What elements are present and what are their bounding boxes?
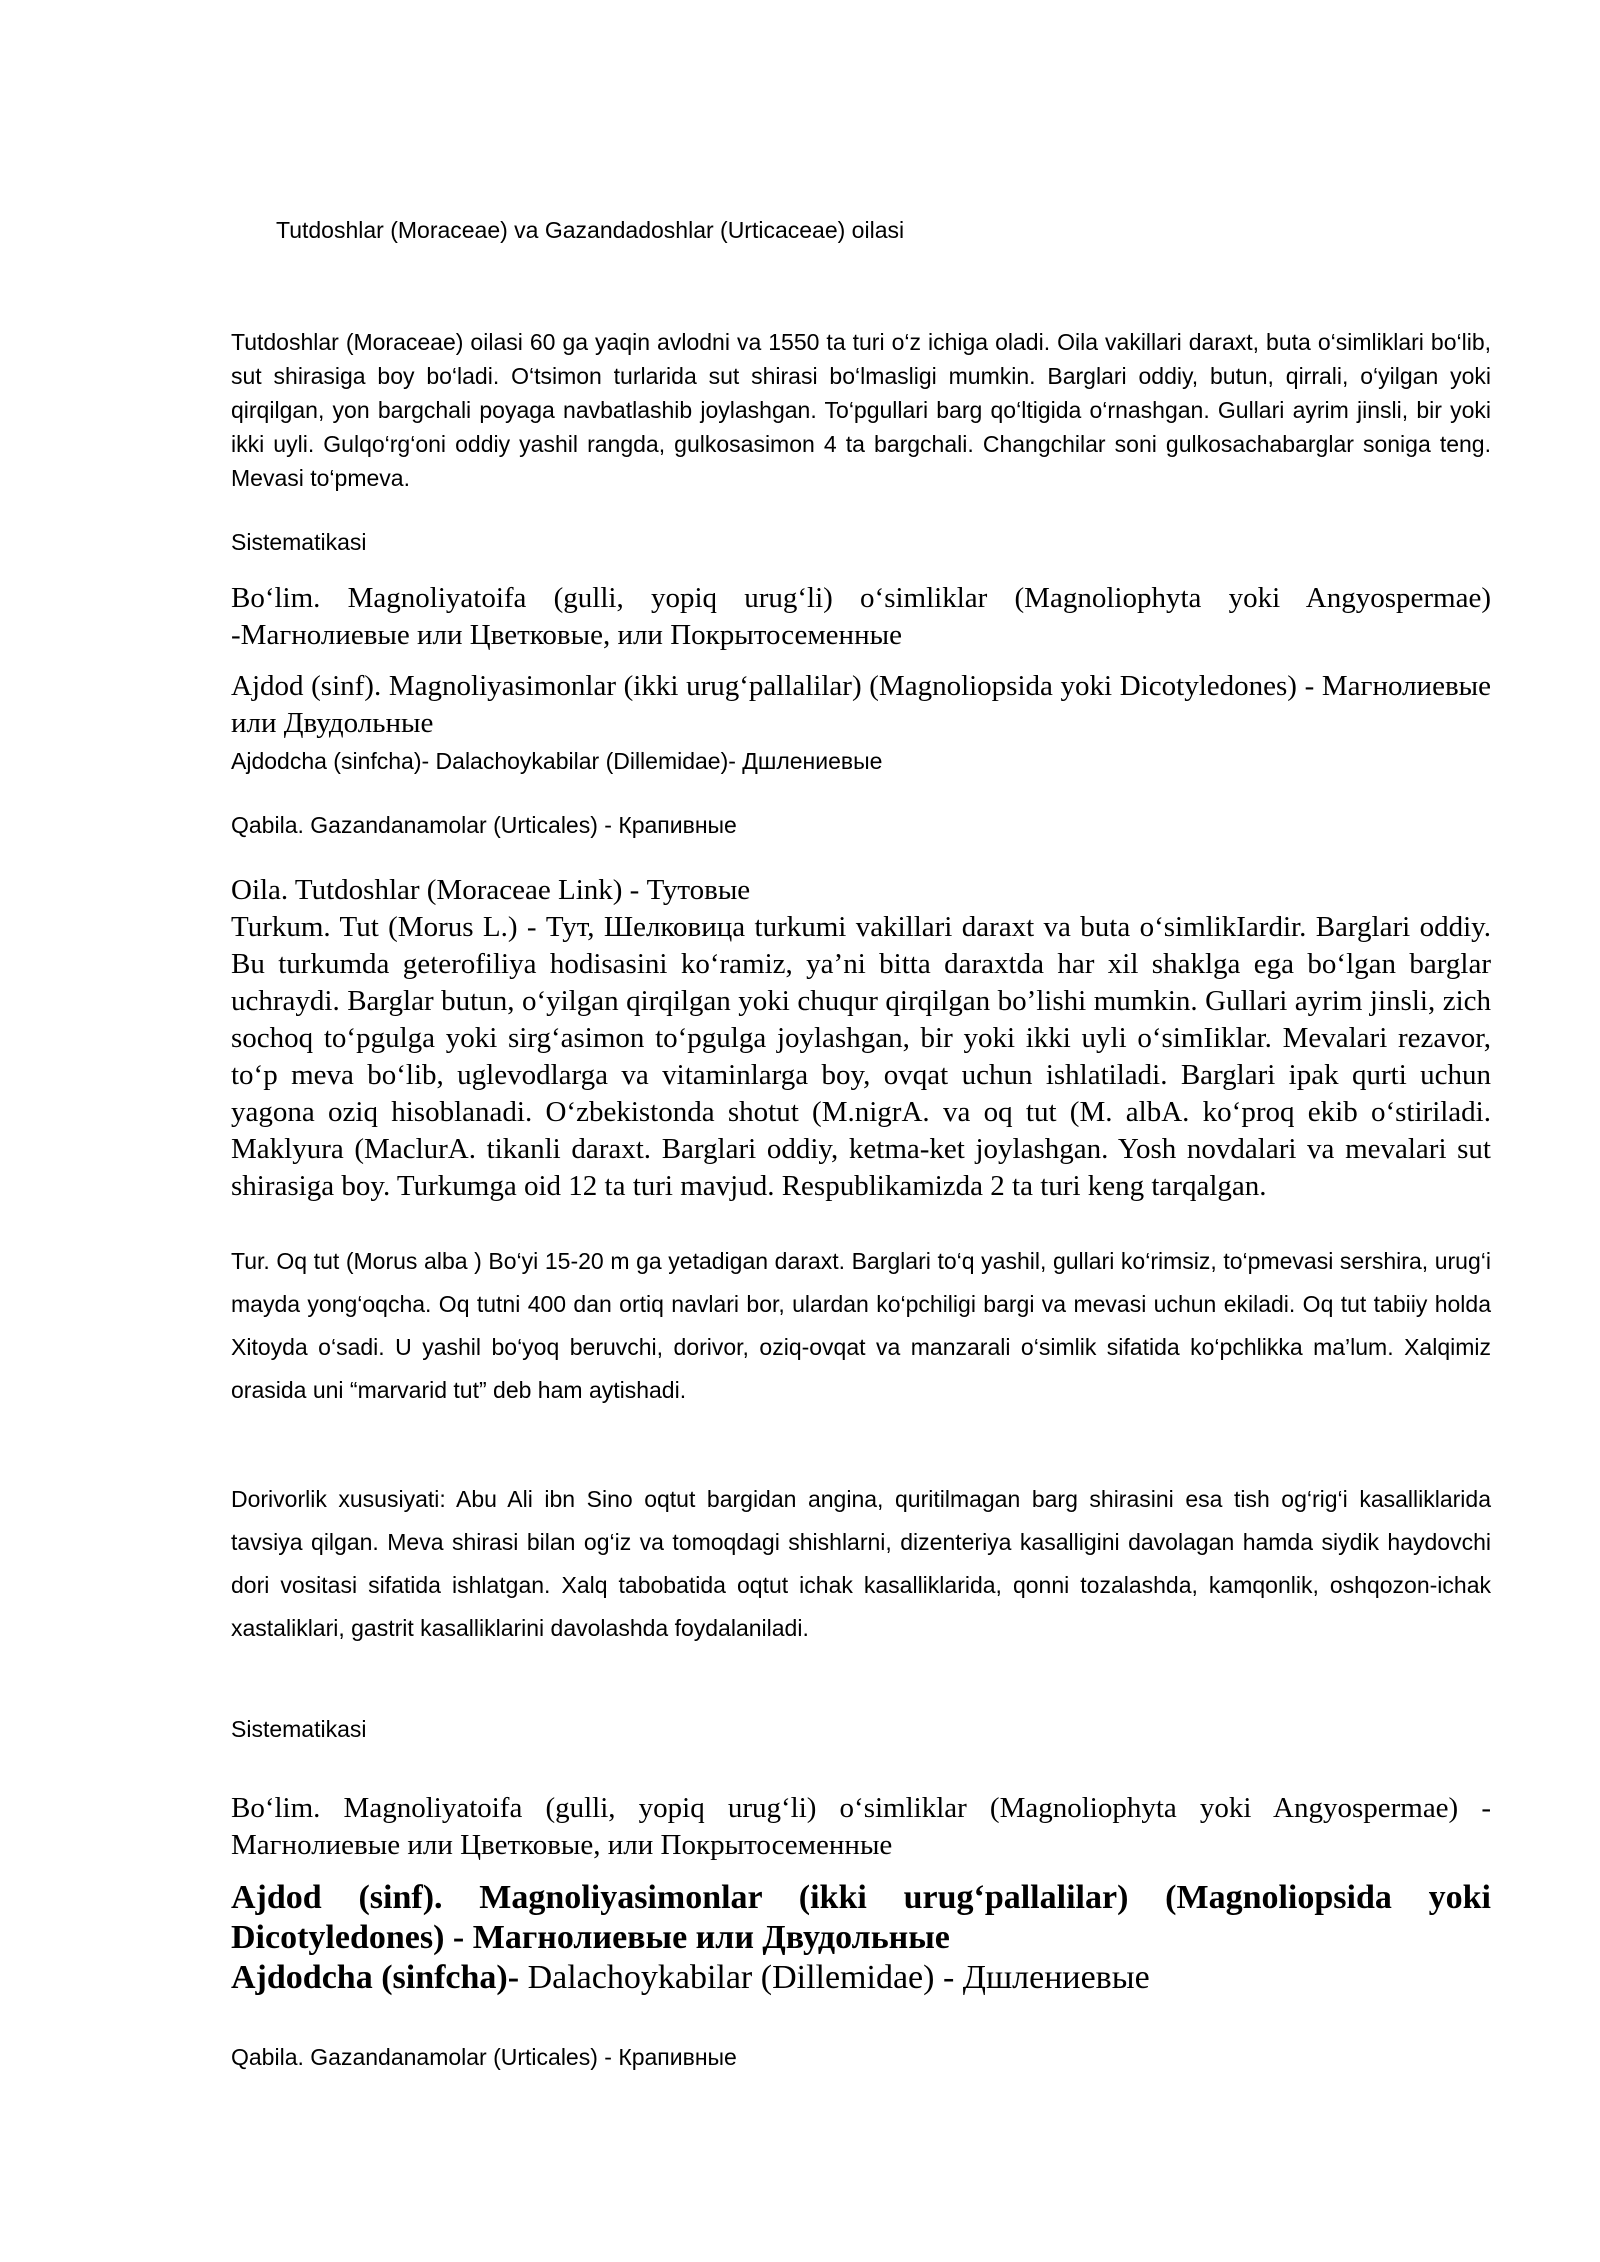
family-line: Oila. Tutdoshlar (Moraceae Link) - Тутовые [231,874,751,906]
genus-paragraph: Turkum. Tut (Morus L.) - Тут, Шелковица turkumi vakillari daraxt va buta o‘simlikIardir. Barglari oddiy. Bu turkumda geterofiliya hodisasini ko‘ramiz, ya’ni bitta daraxtda har xil shaklga ega bo‘lgan barglar uchraydi. Barglar butun, o‘yilgan qirqilgan yoki chuqur qirqilgan bo’lishi mumkin. Gullari ayrim jinsli, zich sochoq to‘pgulga yoki sirg‘asimon to‘pgulga joylashgan, bir yoki ikki uyli o‘simIiklar. Mevalari rezavor, to‘p meva bo‘lib, uglevodlarga va vitaminlarga boy, ovqat uchun ishlatiladi. Barglari ipak qurti uchun yagona oziq hisoblanadi. O‘zbekistonda shotut (M.nigrA. va oq tut (M. albA. ko‘proq ekib o‘stiriladi. Maklyura (MaclurA. tikanli daraxt. Barglari oddiy, ketma-ket joylashgan. Yosh novdalari va mevalari sut shirasiga boy. Turkumga oid 12 ta turi mavjud. Respublikamizda 2 ta turi keng tarqalgan. [231,911,1491,1202]
species-paragraph: Tur. Oq tut (Morus alba ) Bo‘yi 15-20 m ga yetadigan daraxt. Barglari to‘q yashil, gullari ko‘rimsiz, to‘pmevasi sershira, urug‘i mayda yong‘oqcha. Oq tutni 400 dan ortiq navlari bor, ulardan ko‘pchiligi bargi va mevasi uchun ekiladi. Oq tut tabiiy holda Xitoyda o‘sadi. U yashil bo‘yoq beruvchi, dorivor, oziq-ovqat va manzarali o‘simlik sifatida ko‘pchlikka ma’lum. Xalqimiz orasida uni “marvarid tut” deb ham aytishadi. [231,1248,1491,1403]
systematics-label: Sistematikasi [231,529,367,555]
division-line: Bo‘lim. Magnoliyatoifa (gulli, yopiq urug‘li) o‘simliklar (Magnoliophyta yoki Angyospermae) - Магнолиевые или Цветковые, или Покрытосеменные [231,1792,1491,1861]
subclass-name: Dalachoykabilar (Dillemidae) - Дшлениевые [519,1959,1150,1996]
class-line: Ajdod (sinf). Magnoliyasimonlar (ikki urug‘pallalilar) (Magnoliopsida yoki Dicotyledones) - Магнолиевые или Двудольные [231,670,1491,739]
subclass-line-large [231,1958,1491,1998]
subclass-line: Ajdodcha (sinfcha)- Dalachoykabilar (Dillemidae)- Дшлениевые [231,748,883,774]
medicinal-paragraph: Dorivorlik xususiyati: Abu Ali ibn Sino oqtut bargidan angina, quritilmagan barg shirasini esa tish og‘rig‘i kasalliklarida tavsiya qilgan. Meva shirasi bilan og‘iz va tomoqdagi shishlarni, dizenteriya kasalligini davolagan hamda siydik haydovchi dori vositasi sifatida ishlatgan. Xalq tabobatida oqtut ichak kasalliklarida, qonni tozalashda, kamqonlik, oshqozon-ichak xastaliklari, gastrit kasalliklarini davolashda foydalaniladi. [231,1486,1491,1641]
class-line-bold: Ajdod (sinf). Magnoliyasimonlar (ikki urug‘pallalilar) (Magnoliopsida yoki Dicotyledones) - Магнолиевые или Двудольные [231,1879,1491,1956]
systematics-label: Sistematikasi [231,1716,367,1742]
intro-paragraph: Tutdoshlar (Moraceae) oilasi 60 ga yaqin avlodni va 1550 ta turi o‘z ichiga oladi. Oila vakillari daraxt, buta o‘simliklari bo‘lib, sut shirasiga boy bo‘ladi. O‘tsimon turlarida sut shirasi bo‘lmasligi mumkin. Barglari oddiy, butun, qirrali, o‘yilgan yoki qirqilgan, yon bargchali poyaga navbatlashib joylashgan. To‘pgullari barg qo‘ltigida o‘rnashgan. Gullari ayrim jinsli, bir yoki ikki uyli. Gulqo‘rg‘oni oddiy yashil rangda, gulkosasimon 4 ta bargchali. Changchilar soni gulkosachabarglar soniga teng. Mevasi to‘pmeva. [231,329,1491,491]
order-line: Qabila. Gazandanamolar (Urticales) - Крапивные [231,2044,737,2070]
subclass-rank-label: Ajdodcha (sinfcha)- [231,1959,520,1996]
document-title: Tutdoshlar (Moraceae) va Gazandadoshlar (Urticaceae) oilasi [276,217,905,243]
order-line: Qabila. Gazandanamolar (Urticales) - Крапивные [231,812,737,838]
division-line: Bo‘lim. Magnoliyatoifa (gulli, yopiq urug‘li) o‘simliklar (Magnoliophyta yoki Angyospermae) -Магнолиевые или Цветковые, или Покрытосеменные [231,582,1491,651]
